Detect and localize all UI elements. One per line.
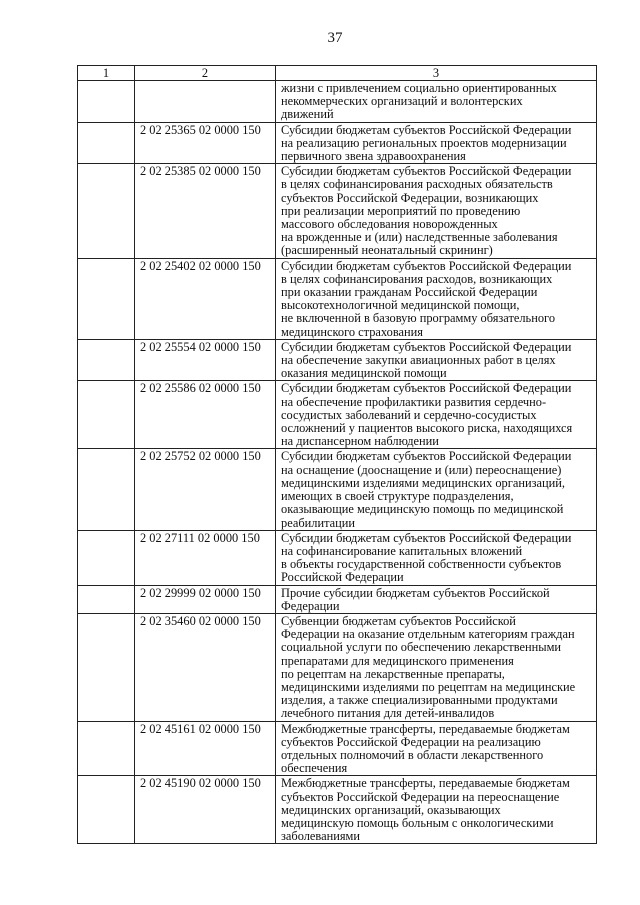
- row-number-cell: [78, 585, 135, 613]
- row-number-cell: [78, 449, 135, 530]
- table-row: [78, 122, 597, 164]
- table-row: [78, 585, 597, 613]
- row-number-cell: [78, 81, 135, 123]
- table-row: [78, 721, 597, 776]
- table-row: [78, 530, 597, 585]
- table-row: [78, 613, 597, 721]
- budget-code-cell: [135, 81, 276, 123]
- description-cell: Субсидии бюджетам субъектов Российской Федерации на обеспечение закупки авиационных работ в целях оказания медицинской помощи: [276, 339, 597, 381]
- row-number-cell: [78, 776, 135, 844]
- budget-code-cell: 2 02 25586 02 0000 150: [135, 381, 276, 449]
- description-cell: жизни с привлечением социально ориентированных некоммерческих организаций и волонтерских движений: [276, 81, 597, 123]
- table-row: [78, 258, 597, 339]
- row-number-cell: [78, 122, 135, 164]
- description-cell: Субсидии бюджетам субъектов Российской Федерации на реализацию региональных проектов модернизации первичного звена здравоохранения: [276, 122, 597, 164]
- description-cell: Субсидии бюджетам субъектов Российской Федерации на софинансирование капитальных вложений в объекты государственной собственности субъектов Российской Федерации: [276, 530, 597, 585]
- table-header-row: [78, 66, 597, 81]
- table-row: [78, 339, 597, 381]
- page-number: 37: [327, 30, 343, 46]
- budget-code-cell: 2 02 25365 02 0000 150: [135, 122, 276, 164]
- row-number-cell: [78, 381, 135, 449]
- table-row: [78, 449, 597, 530]
- table-row: [78, 776, 597, 844]
- description-cell: Субсидии бюджетам субъектов Российской Федерации в целях софинансирования расходных обязательств субъектов Российской Федерации, возникающих при реализации мероприятий по проведению массового обследования новорожденных на врожденные и (или) наследственные заболевания (расширенный неонатальный скрининг): [276, 164, 597, 258]
- budget-code-cell: 2 02 25752 02 0000 150: [135, 449, 276, 530]
- budget-code-cell: 2 02 25385 02 0000 150: [135, 164, 276, 258]
- budget-code-cell: 2 02 45190 02 0000 150: [135, 776, 276, 844]
- budget-code-cell: 2 02 25554 02 0000 150: [135, 339, 276, 381]
- description-cell: Субсидии бюджетам субъектов Российской Федерации в целях софинансирования расходов, возникающих при оказании гражданам Российской Федерации высокотехнологичной медицинской помощи, не включенной в базовую программу обязательного медицинского страхования: [276, 258, 597, 339]
- row-number-cell: [78, 721, 135, 776]
- row-number-cell: [78, 530, 135, 585]
- table-row: [78, 381, 597, 449]
- description-cell: Субсидии бюджетам субъектов Российской Федерации на обеспечение профилактики развития сердечно- сосудистых заболеваний и сердечно-сосудистых осложнений у пациентов высокого риска, находящихся на диспансерном наблюдении: [276, 381, 597, 449]
- budget-codes-table: [77, 65, 597, 844]
- description-cell: Субсидии бюджетам субъектов Российской Федерации на оснащение (дооснащение и (или) переоснащение) медицинскими изделиями медицинских организаций, имеющих в своей структуре подразделения, оказывающие медицинскую помощь по медицинской реабилитации: [276, 449, 597, 530]
- description-cell: Межбюджетные трансферты, передаваемые бюджетам субъектов Российской Федерации на переоснащение медицинских организаций, оказывающих медицинскую помощь больным с онкологическими заболеваниями: [276, 776, 597, 844]
- table-row: [78, 164, 597, 258]
- table-row: [78, 81, 597, 123]
- description-cell: Субвенции бюджетам субъектов Российской Федерации на оказание отдельным категориям граждан социальной услуги по обеспечению лекарственными препаратами для медицинского применения по рецептам на лекарственные препараты, медицинскими изделиями по рецептам на медицинские изделия, а также специализированными продуктами лечебного питания для детей-инвалидов: [276, 613, 597, 721]
- budget-code-cell: 2 02 29999 02 0000 150: [135, 585, 276, 613]
- budget-code-cell: 2 02 27111 02 0000 150: [135, 530, 276, 585]
- row-number-cell: [78, 258, 135, 339]
- description-cell: Прочие субсидии бюджетам субъектов Российской Федерации: [276, 585, 597, 613]
- column-header-2: 2: [135, 66, 276, 81]
- description-cell: Межбюджетные трансферты, передаваемые бюджетам субъектов Российской Федерации на реализацию отдельных полномочий в области лекарственного обеспечения: [276, 721, 597, 776]
- column-header-1: 1: [78, 66, 135, 81]
- row-number-cell: [78, 339, 135, 381]
- column-header-3: 3: [276, 66, 597, 81]
- row-number-cell: [78, 613, 135, 721]
- budget-code-cell: 2 02 45161 02 0000 150: [135, 721, 276, 776]
- row-number-cell: [78, 164, 135, 258]
- budget-code-cell: 2 02 25402 02 0000 150: [135, 258, 276, 339]
- budget-code-cell: 2 02 35460 02 0000 150: [135, 613, 276, 721]
